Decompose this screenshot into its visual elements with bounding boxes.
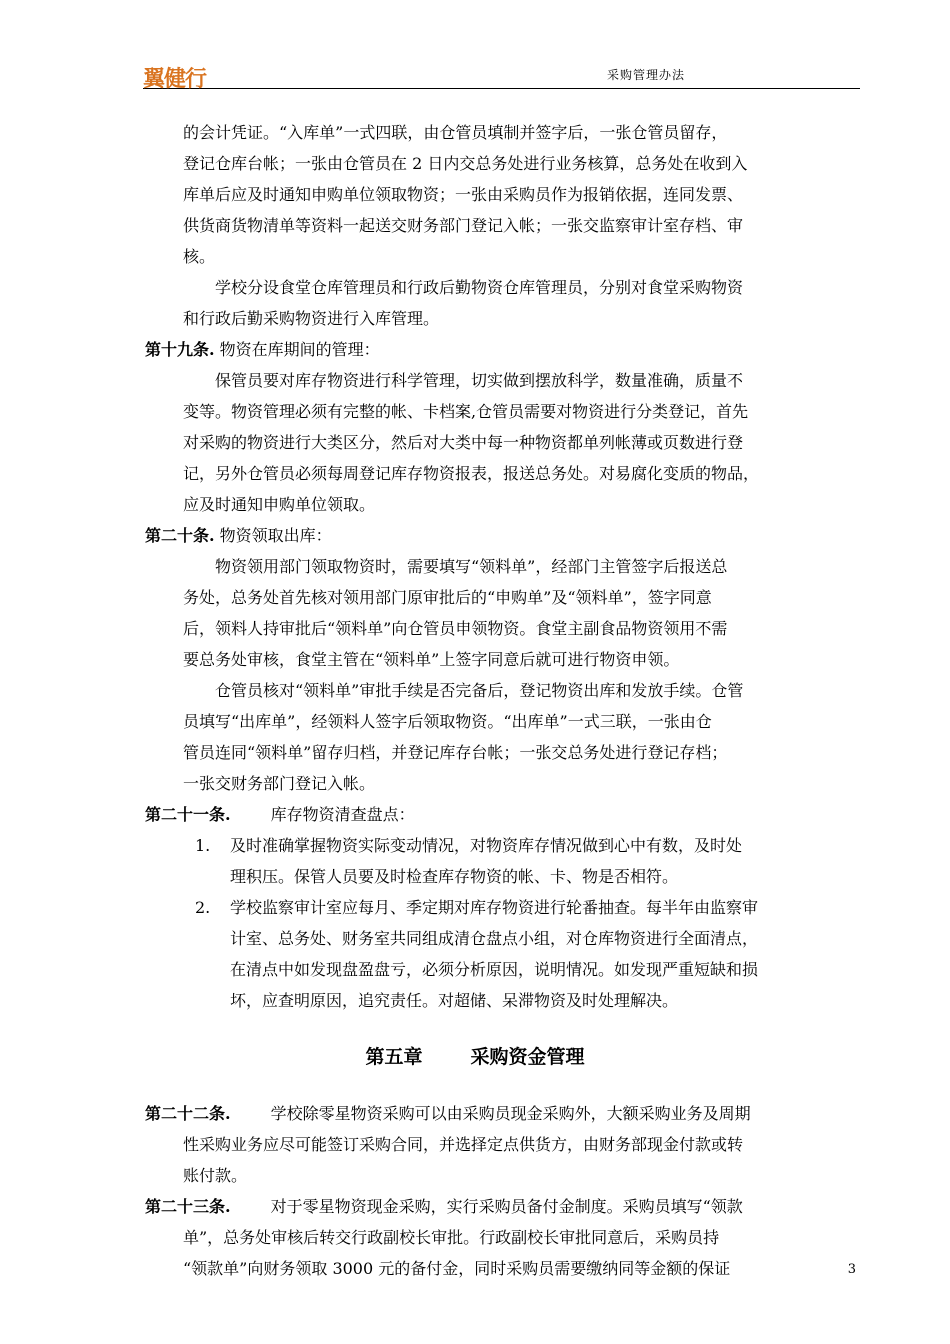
text-line: 仓管员核对“领料单”审批手续是否完备后，登记物资出库和发放手续。仓管 [215, 681, 744, 700]
text-line: 记，另外仓管员必须每周登记库存物资报表，报送总务处。对易腐化变质的物品， [183, 464, 760, 483]
page-header [143, 60, 860, 92]
article-title: 物资领取出库： [219, 526, 332, 545]
text-line: 和行政后勤采购物资进行入库管理。 [183, 309, 440, 328]
text-line: 的会计凭证。“入库单”一式四联，由仓管员填制并签字后，一张仓管员留存， [183, 123, 728, 142]
article-title: 库存物资清查盘点： [270, 805, 415, 824]
text-line: 性采购业务应尽可能签订采购合同，并选择定点供货方，由财务部现金付款或转 [183, 1135, 744, 1154]
company-logo: 翼健行 [143, 67, 207, 92]
article-label: 第二十二条. [145, 1104, 231, 1123]
chapter-heading [0, 1042, 950, 1069]
article-heading [145, 1104, 751, 1124]
article-title: 物资在库期间的管理： [219, 340, 380, 359]
text-line: 保管员要对库存物资进行科学管理，切实做到摆放科学，数量准确，质量不 [215, 371, 744, 390]
text-line: 学校监察审计室应每月、季定期对库存物资进行轮番抽查。每半年由监察审 [230, 898, 759, 917]
text-line: 库单后应及时通知申购单位领取物资；一张由采购员作为报销依据，连同发票、 [183, 185, 744, 204]
text-line: 及时准确掌握物资实际变动情况，对物资库存情况做到心中有数，及时处 [230, 836, 743, 855]
article-label: 第二十三条. [145, 1197, 231, 1216]
text-line: 理积压。保管人员要及时检查库存物资的帐、卡、物是否相符。 [230, 867, 679, 886]
text-line: 应及时通知申购单位领取。 [183, 495, 376, 514]
page-number: 3 [847, 1262, 856, 1277]
article-heading [145, 526, 332, 546]
list-number: 2. [195, 898, 211, 917]
text-line: 物资领用部门领取物资时，需要填写“领料单”，经部门主管签字后报送总 [215, 557, 728, 576]
text-line: 在清点中如发现盘盈盘亏，必须分析原因，说明情况。如发现严重短缺和损 [230, 960, 759, 979]
chapter-title: 采购资金管理 [470, 1046, 585, 1068]
text-line: 变等。物资管理必须有完整的帐、卡档案,仓管员需要对物资进行分类登记，首先 [183, 402, 749, 421]
text-line: 登记仓库台帐；一张由仓管员在 2 日内交总务处进行业务核算，总务处在收到入 [183, 154, 748, 173]
article-label: 第二十条. [145, 526, 215, 545]
text-line: 务处，总务处首先核对领用部门原审批后的“申购单”及“领料单”，签字同意 [183, 588, 712, 607]
chapter-number: 第五章 [365, 1046, 423, 1068]
text-line: 学校除零星物资采购可以由采购员现金采购外，大额采购业务及周期 [270, 1104, 751, 1123]
text-line: 员填写“出库单”，经领料人签字后领取物资。“出库单”一式三联，一张由仓 [183, 712, 712, 731]
list-number: 1. [195, 836, 211, 855]
text-line: 单”，总务处审核后转交行政副校长审批。行政副校长审批同意后，采购员持 [183, 1228, 720, 1247]
text-line: 供货商货物清单等资料一起送交财务部门登记入帐；一张交监察审计室存档、审 [183, 216, 744, 235]
text-line: 坏，应查明原因，追究责任。对超储、呆滞物资及时处理解决。 [230, 991, 679, 1010]
text-line: 计室、总务处、财务室共同组成清仓盘点小组，对仓库物资进行全面清点， [230, 929, 759, 948]
article-heading [145, 340, 380, 360]
text-line: 账付款。 [183, 1166, 248, 1185]
text-line: “领款单”向财务领取 3000 元的备付金，同时采购员需要缴纳同等金额的保证 [183, 1259, 731, 1278]
text-line: 要总务处审核，食堂主管在“领料单”上签字同意后就可进行物资申领。 [183, 650, 680, 669]
text-line: 管员连同“领料单”留存归档，并登记库存台帐；一张交总务处进行登记存档； [183, 743, 728, 762]
text-line: 对采购的物资进行大类区分，然后对大类中每一种物资都单列帐薄或页数进行登 [183, 433, 744, 452]
header-title: 采购管理办法 [606, 68, 685, 82]
article-label: 第十九条. [145, 340, 215, 359]
text-line: 后，领料人持审批后“领料单”向仓管员申领物资。食堂主副食品物资领用不需 [183, 619, 728, 638]
article-heading [145, 805, 415, 825]
text-line: 学校分设食堂仓库管理员和行政后勤物资仓库管理员，分别对食堂采购物资 [215, 278, 744, 297]
article-label: 第二十一条. [145, 805, 231, 824]
article-heading [145, 1197, 743, 1217]
text-line: 核。 [183, 247, 216, 266]
text-line: 对于零星物资现金采购，实行采购员备付金制度。采购员填写“领款 [270, 1197, 743, 1216]
text-line: 一张交财务部门登记入帐。 [183, 774, 376, 793]
